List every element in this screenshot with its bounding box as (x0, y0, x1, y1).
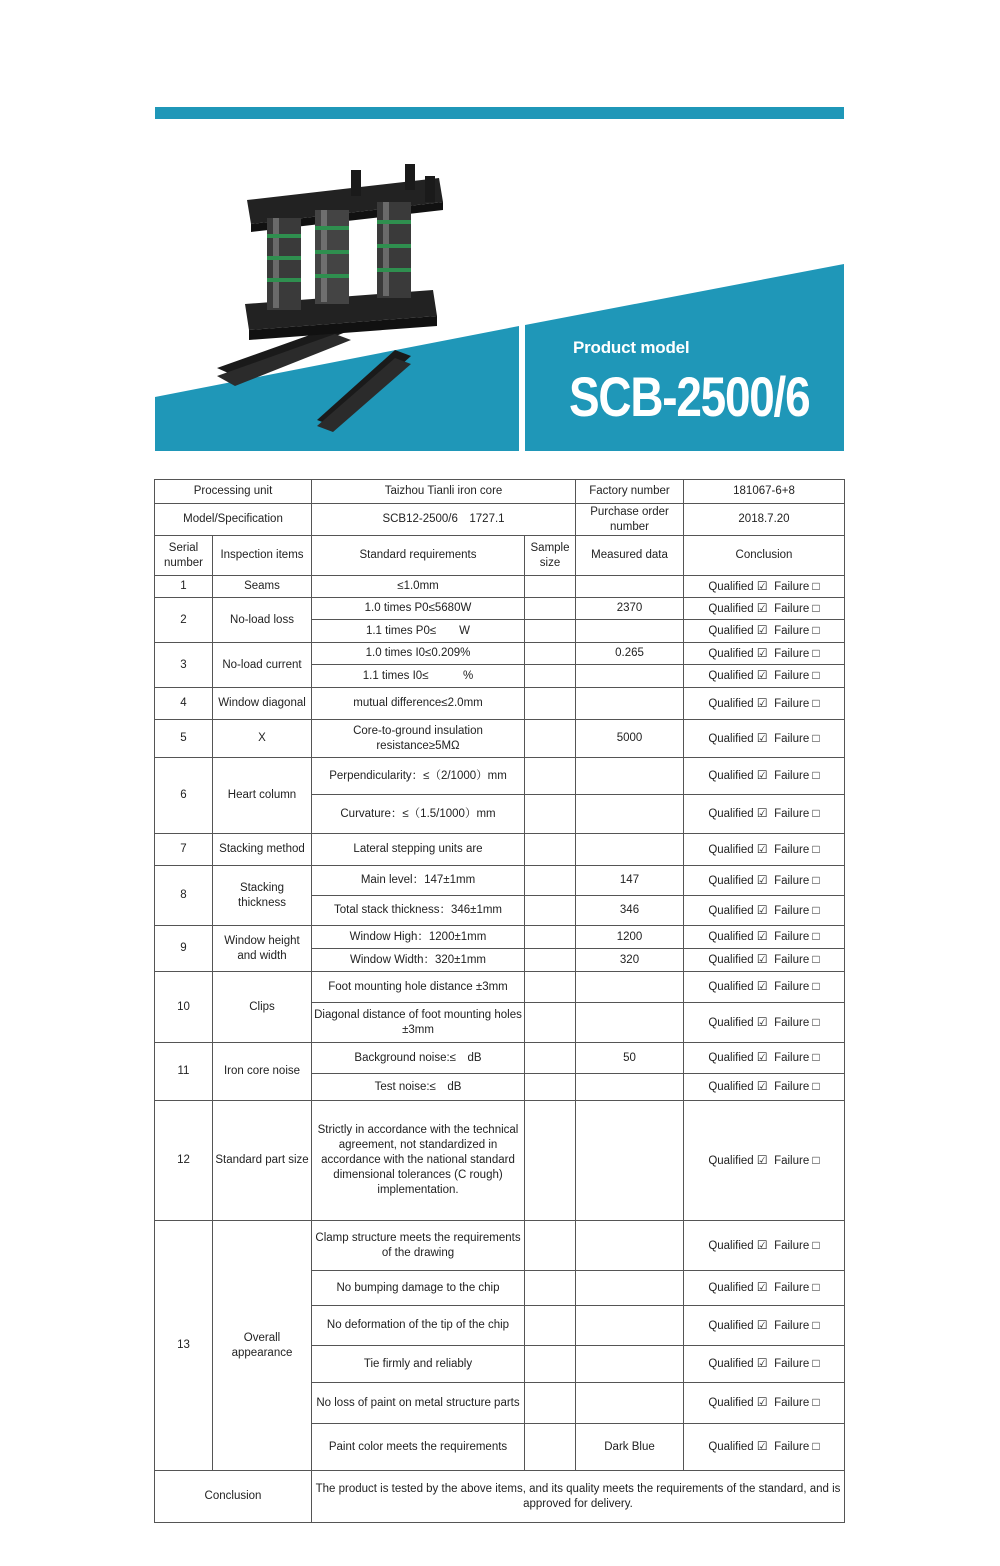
table-row (155, 576, 845, 598)
unchecked-box-icon: □ (812, 695, 820, 710)
failure-label: Failure (774, 1016, 810, 1029)
standard-requirement-cell: Background noise:≤ dB (312, 1043, 525, 1074)
checked-box-icon: ☑ (756, 872, 768, 887)
inspection-item-cell: Stacking thickness (213, 866, 312, 926)
product-model-value: SCB-2500/6 (569, 365, 810, 428)
sample-size-cell (525, 972, 576, 1003)
unchecked-box-icon: □ (812, 668, 820, 682)
failure-label: Failure (774, 1081, 810, 1093)
qualified-label: Qualified (708, 843, 754, 856)
measured-data-cell (576, 972, 684, 1003)
top-accent-bar (155, 107, 844, 119)
serial-number-cell: 8 (155, 866, 213, 926)
standard-requirement-cell: Total stack thickness：346±1mm (312, 896, 525, 926)
standard-requirement-cell: Window Width：320±1mm (312, 949, 525, 972)
qualified-failure-check (708, 1052, 819, 1064)
conclusion-cell (684, 834, 845, 866)
checked-box-icon: ☑ (756, 1014, 768, 1029)
checked-box-icon: ☑ (756, 979, 768, 993)
qualified-failure-check (708, 1441, 819, 1453)
conclusion-cell (684, 1101, 845, 1221)
failure-label: Failure (774, 808, 810, 820)
inspection-item-cell: Standard part size (213, 1101, 312, 1221)
sample-size-cell (525, 1074, 576, 1101)
checked-box-icon: ☑ (756, 902, 768, 917)
purchase-order-value: 2018.7.20 (684, 504, 845, 536)
measured-data-cell (576, 758, 684, 795)
conclusion-cell (684, 926, 845, 949)
conclusion-cell (684, 795, 845, 834)
sample-size-cell (525, 620, 576, 643)
standard-requirement-cell: ≤1.0mm (312, 576, 525, 598)
table-row (155, 643, 845, 665)
unchecked-box-icon: □ (812, 952, 820, 966)
standard-requirement-cell: Strictly in accordance with the technical agreement, not standardized in accordance with the national standard dimensional tolerances (C rough) implementation. (312, 1101, 525, 1221)
sample-size-cell (525, 643, 576, 665)
serial-number-cell: 5 (155, 720, 213, 758)
standard-requirement-cell: Main level：147±1mm (312, 866, 525, 896)
sample-size-cell (525, 866, 576, 896)
failure-label: Failure (774, 580, 810, 593)
conclusion-cell (684, 1221, 845, 1271)
conclusion-cell (684, 1043, 845, 1074)
qualified-label: Qualified (708, 1052, 754, 1064)
qualified-failure-check (708, 954, 819, 966)
table-row (155, 1043, 845, 1074)
qualified-failure-check (708, 695, 820, 710)
measured-data-cell (576, 834, 684, 866)
col-sample: Sample size (525, 536, 576, 576)
standard-requirement-cell: 1.0 times P0≤5680W (312, 598, 525, 620)
qualified-label: Qualified (708, 580, 754, 593)
sample-size-cell (525, 1383, 576, 1424)
checked-box-icon: ☑ (756, 1280, 768, 1294)
inspection-item-cell: No-load current (213, 643, 312, 688)
conclusion-cell (684, 598, 845, 620)
conclusion-cell (684, 758, 845, 795)
inspection-item-cell: Iron core noise (213, 1043, 312, 1101)
qualified-label: Qualified (708, 1441, 754, 1453)
checked-box-icon: ☑ (756, 1356, 768, 1370)
standard-requirement-cell: Lateral stepping units are (312, 834, 525, 866)
measured-data-cell: 320 (576, 949, 684, 972)
failure-label: Failure (774, 602, 810, 615)
conclusion-cell (684, 866, 845, 896)
qualified-failure-check (708, 981, 819, 993)
checked-box-icon: ☑ (756, 1395, 768, 1409)
qualified-label: Qualified (708, 647, 754, 660)
sample-size-cell (525, 665, 576, 688)
measured-data-cell (576, 795, 684, 834)
standard-requirement-cell: 1.1 times P0≤ W (312, 620, 525, 643)
qualified-label: Qualified (708, 981, 754, 993)
failure-label: Failure (774, 1052, 810, 1064)
failure-label: Failure (774, 670, 810, 682)
standard-requirement-cell: mutual difference≤2.0mm (312, 688, 525, 720)
conclusion-cell (684, 896, 845, 926)
measured-data-cell (576, 1074, 684, 1101)
unchecked-box-icon: □ (812, 1317, 820, 1332)
table-row (155, 1221, 845, 1271)
failure-label: Failure (774, 1358, 810, 1370)
standard-requirement-cell: Window High：1200±1mm (312, 926, 525, 949)
conclusion-cell (684, 1424, 845, 1471)
conclusion-cell (684, 1074, 845, 1101)
serial-number-cell: 10 (155, 972, 213, 1043)
failure-label: Failure (774, 874, 810, 887)
qualified-label: Qualified (708, 874, 754, 887)
conclusion-cell (684, 620, 845, 643)
failure-label: Failure (774, 1441, 810, 1453)
qualified-failure-check (708, 1317, 820, 1332)
serial-number-cell: 11 (155, 1043, 213, 1101)
qualified-failure-check (708, 931, 819, 943)
conclusion-cell (684, 1346, 845, 1383)
standard-requirement-cell: No loss of paint on metal structure parts (312, 1383, 525, 1424)
inspection-item-cell: Seams (213, 576, 312, 598)
qualified-label: Qualified (708, 1154, 754, 1167)
sample-size-cell (525, 1221, 576, 1271)
checked-box-icon: ☑ (756, 668, 768, 682)
inspection-item-cell: Heart column (213, 758, 312, 834)
checked-box-icon: ☑ (756, 1237, 768, 1252)
measured-data-cell (576, 665, 684, 688)
checked-box-icon: ☑ (756, 1152, 768, 1167)
conclusion-cell (684, 1306, 845, 1346)
serial-number-cell: 4 (155, 688, 213, 720)
inspection-item-cell: Window diagonal (213, 688, 312, 720)
qualified-failure-check (708, 670, 819, 682)
serial-number-cell: 6 (155, 758, 213, 834)
measured-data-cell: 346 (576, 896, 684, 926)
col-conclusion: Conclusion (684, 536, 845, 576)
qualified-label: Qualified (708, 770, 754, 782)
qualified-label: Qualified (708, 1319, 754, 1332)
qualified-label: Qualified (708, 1016, 754, 1029)
unchecked-box-icon: □ (812, 1280, 820, 1294)
unchecked-box-icon: □ (812, 806, 820, 820)
unchecked-box-icon: □ (812, 1050, 820, 1064)
conclusion-cell (684, 643, 845, 665)
final-conclusion-text: The product is tested by the above items, and its quality meets the requirements of the standard, and is approved for delivery. (312, 1471, 845, 1523)
col-standard: Standard requirements (312, 536, 525, 576)
standard-requirement-cell: No deformation of the tip of the chip (312, 1306, 525, 1346)
conclusion-cell (684, 972, 845, 1003)
table-row (155, 972, 845, 1003)
measured-data-cell: 0.265 (576, 643, 684, 665)
failure-label: Failure (774, 904, 810, 917)
model-spec-value: SCB12-2500/6 1727.1 (312, 504, 576, 536)
standard-requirement-cell: 1.1 times I0≤ % (312, 665, 525, 688)
checked-box-icon: ☑ (756, 929, 768, 943)
standard-requirement-cell: Foot mounting hole distance ±3mm (312, 972, 525, 1003)
qualified-label: Qualified (708, 670, 754, 682)
inspection-item-cell: Clips (213, 972, 312, 1043)
unchecked-box-icon: □ (812, 1014, 820, 1029)
measured-data-cell: 50 (576, 1043, 684, 1074)
failure-label: Failure (774, 1319, 810, 1332)
qualified-failure-check (708, 1358, 819, 1370)
qualified-label: Qualified (708, 808, 754, 820)
processing-unit-label: Processing unit (155, 480, 312, 504)
sample-size-cell (525, 1424, 576, 1471)
failure-label: Failure (774, 1154, 810, 1167)
unchecked-box-icon: □ (812, 929, 820, 943)
standard-requirement-cell: Perpendicularity：≤（2/1000）mm (312, 758, 525, 795)
qualified-failure-check (708, 1237, 820, 1252)
unchecked-box-icon: □ (812, 645, 820, 660)
sample-size-cell (525, 926, 576, 949)
model-spec-label: Model/Specification (155, 504, 312, 536)
standard-requirement-cell: Core-to-ground insulation resistance≥5MΩ (312, 720, 525, 758)
final-conclusion-row (155, 1471, 845, 1523)
measured-data-cell (576, 576, 684, 598)
sample-size-cell (525, 598, 576, 620)
column-header-row (155, 536, 845, 576)
final-conclusion-label: Conclusion (155, 1471, 312, 1523)
sample-size-cell (525, 1043, 576, 1074)
purchase-order-label: Purchase order number (576, 504, 684, 536)
unchecked-box-icon: □ (812, 841, 820, 856)
qualified-failure-check (708, 872, 820, 887)
measured-data-cell: 2370 (576, 598, 684, 620)
table-row (155, 834, 845, 866)
measured-data-cell (576, 1306, 684, 1346)
measured-data-cell (576, 1003, 684, 1043)
checked-box-icon: ☑ (756, 768, 768, 782)
product-model-label: Product model (573, 338, 690, 357)
unchecked-box-icon: □ (812, 1395, 820, 1409)
measured-data-cell: 1200 (576, 926, 684, 949)
sample-size-cell (525, 758, 576, 795)
sample-size-cell (525, 1306, 576, 1346)
qualified-failure-check (708, 600, 820, 615)
sample-size-cell (525, 576, 576, 598)
checked-box-icon: ☑ (756, 578, 768, 593)
qualified-label: Qualified (708, 1282, 754, 1294)
processing-unit-value: Taizhou Tianli iron core (312, 480, 576, 504)
conclusion-cell (684, 576, 845, 598)
checked-box-icon: ☑ (756, 695, 768, 710)
failure-label: Failure (774, 931, 810, 943)
failure-label: Failure (774, 954, 810, 966)
checked-box-icon: ☑ (756, 623, 768, 637)
sample-size-cell (525, 720, 576, 758)
unchecked-box-icon: □ (812, 623, 820, 637)
table-row (155, 720, 845, 758)
unchecked-box-icon: □ (812, 1079, 820, 1093)
qualified-label: Qualified (708, 1239, 754, 1252)
measured-data-cell (576, 1271, 684, 1306)
checked-box-icon: ☑ (756, 730, 768, 745)
conclusion-cell (684, 1383, 845, 1424)
failure-label: Failure (774, 770, 810, 782)
measured-data-cell (576, 1346, 684, 1383)
qualified-failure-check (708, 730, 820, 745)
qualified-label: Qualified (708, 931, 754, 943)
qualified-failure-check (708, 625, 819, 637)
checked-box-icon: ☑ (756, 841, 768, 856)
measured-data-cell: 5000 (576, 720, 684, 758)
unchecked-box-icon: □ (812, 1356, 820, 1370)
sample-size-cell (525, 1271, 576, 1306)
header-row-model (155, 504, 845, 536)
checked-box-icon: ☑ (756, 1317, 768, 1332)
standard-requirement-cell: Curvature：≤（1.5/1000）mm (312, 795, 525, 834)
factory-number-label: Factory number (576, 480, 684, 504)
measured-data-cell (576, 620, 684, 643)
failure-label: Failure (774, 697, 810, 710)
header-row-processing (155, 480, 845, 504)
inspection-item-cell: No-load loss (213, 598, 312, 643)
serial-number-cell: 1 (155, 576, 213, 598)
standard-requirement-cell: 1.0 times I0≤0.209% (312, 643, 525, 665)
conclusion-cell (684, 720, 845, 758)
serial-number-cell: 2 (155, 598, 213, 643)
qualified-failure-check (708, 902, 820, 917)
failure-label: Failure (774, 1282, 810, 1294)
table-row (155, 866, 845, 896)
measured-data-cell (576, 1101, 684, 1221)
qualified-failure-check (708, 1397, 819, 1409)
qualified-failure-check (708, 1014, 820, 1029)
qualified-label: Qualified (708, 602, 754, 615)
measured-data-cell (576, 688, 684, 720)
serial-number-cell: 3 (155, 643, 213, 688)
failure-label: Failure (774, 981, 810, 993)
failure-label: Failure (774, 647, 810, 660)
inspection-item-cell: Stacking method (213, 834, 312, 866)
conclusion-cell (684, 688, 845, 720)
failure-label: Failure (774, 1397, 810, 1409)
conclusion-cell (684, 1003, 845, 1043)
standard-requirement-cell: Test noise:≤ dB (312, 1074, 525, 1101)
qualified-failure-check (708, 808, 819, 820)
inspection-item-cell: Window height and width (213, 926, 312, 972)
table-row (155, 926, 845, 949)
unchecked-box-icon: □ (812, 902, 820, 917)
serial-number-cell: 13 (155, 1221, 213, 1471)
unchecked-box-icon: □ (812, 1237, 820, 1252)
serial-number-cell: 7 (155, 834, 213, 866)
factory-number-value: 181067-6+8 (684, 480, 845, 504)
sample-size-cell (525, 795, 576, 834)
standard-requirement-cell: Paint color meets the requirements (312, 1424, 525, 1471)
conclusion-cell (684, 949, 845, 972)
table-row (155, 598, 845, 620)
qualified-failure-check (708, 1282, 819, 1294)
checked-box-icon: ☑ (756, 600, 768, 615)
standard-requirement-cell: Diagonal distance of foot mounting holes ±3mm (312, 1003, 525, 1043)
qualified-label: Qualified (708, 904, 754, 917)
qualified-label: Qualified (708, 1358, 754, 1370)
qualified-failure-check (708, 1081, 819, 1093)
unchecked-box-icon: □ (812, 578, 820, 593)
checked-box-icon: ☑ (756, 1050, 768, 1064)
unchecked-box-icon: □ (812, 979, 820, 993)
sample-size-cell (525, 1003, 576, 1043)
col-items: Inspection items (213, 536, 312, 576)
standard-requirement-cell: No bumping damage to the chip (312, 1271, 525, 1306)
conclusion-cell (684, 1271, 845, 1306)
sample-size-cell (525, 1101, 576, 1221)
qualified-failure-check (708, 578, 820, 593)
unchecked-box-icon: □ (812, 1152, 820, 1167)
checked-box-icon: ☑ (756, 806, 768, 820)
sample-size-cell (525, 1346, 576, 1383)
qualified-label: Qualified (708, 732, 754, 745)
qualified-failure-check (708, 841, 820, 856)
qualified-label: Qualified (708, 1397, 754, 1409)
failure-label: Failure (774, 843, 810, 856)
checked-box-icon: ☑ (756, 1439, 768, 1453)
failure-label: Failure (774, 625, 810, 637)
inspection-table (154, 479, 845, 1523)
sample-size-cell (525, 949, 576, 972)
table-row (155, 1101, 845, 1221)
qualified-label: Qualified (708, 625, 754, 637)
serial-number-cell: 12 (155, 1101, 213, 1221)
measured-data-cell (576, 1383, 684, 1424)
qualified-failure-check (708, 645, 820, 660)
failure-label: Failure (774, 732, 810, 745)
checked-box-icon: ☑ (756, 1079, 768, 1093)
col-serial: Serial number (155, 536, 213, 576)
unchecked-box-icon: □ (812, 600, 820, 615)
qualified-label: Qualified (708, 954, 754, 966)
inspection-item-cell: X (213, 720, 312, 758)
qualified-failure-check (708, 1152, 820, 1167)
checked-box-icon: ☑ (756, 645, 768, 660)
measured-data-cell: 147 (576, 866, 684, 896)
serial-number-cell: 9 (155, 926, 213, 972)
unchecked-box-icon: □ (812, 730, 820, 745)
standard-requirement-cell: Clamp structure meets the requirements of the drawing (312, 1221, 525, 1271)
qualified-failure-check (708, 770, 819, 782)
sample-size-cell (525, 688, 576, 720)
conclusion-cell (684, 665, 845, 688)
measured-data-cell: Dark Blue (576, 1424, 684, 1471)
hero-banner (155, 130, 844, 451)
unchecked-box-icon: □ (812, 1439, 820, 1453)
standard-requirement-cell: Tie firmly and reliably (312, 1346, 525, 1383)
inspection-item-cell: Overall appearance (213, 1221, 312, 1471)
qualified-label: Qualified (708, 697, 754, 710)
qualified-label: Qualified (708, 1081, 754, 1093)
failure-label: Failure (774, 1239, 810, 1252)
col-measured: Measured data (576, 536, 684, 576)
table-row (155, 688, 845, 720)
checked-box-icon: ☑ (756, 952, 768, 966)
unchecked-box-icon: □ (812, 768, 820, 782)
measured-data-cell (576, 1221, 684, 1271)
unchecked-box-icon: □ (812, 872, 820, 887)
sample-size-cell (525, 834, 576, 866)
table-row (155, 758, 845, 795)
sample-size-cell (525, 896, 576, 926)
